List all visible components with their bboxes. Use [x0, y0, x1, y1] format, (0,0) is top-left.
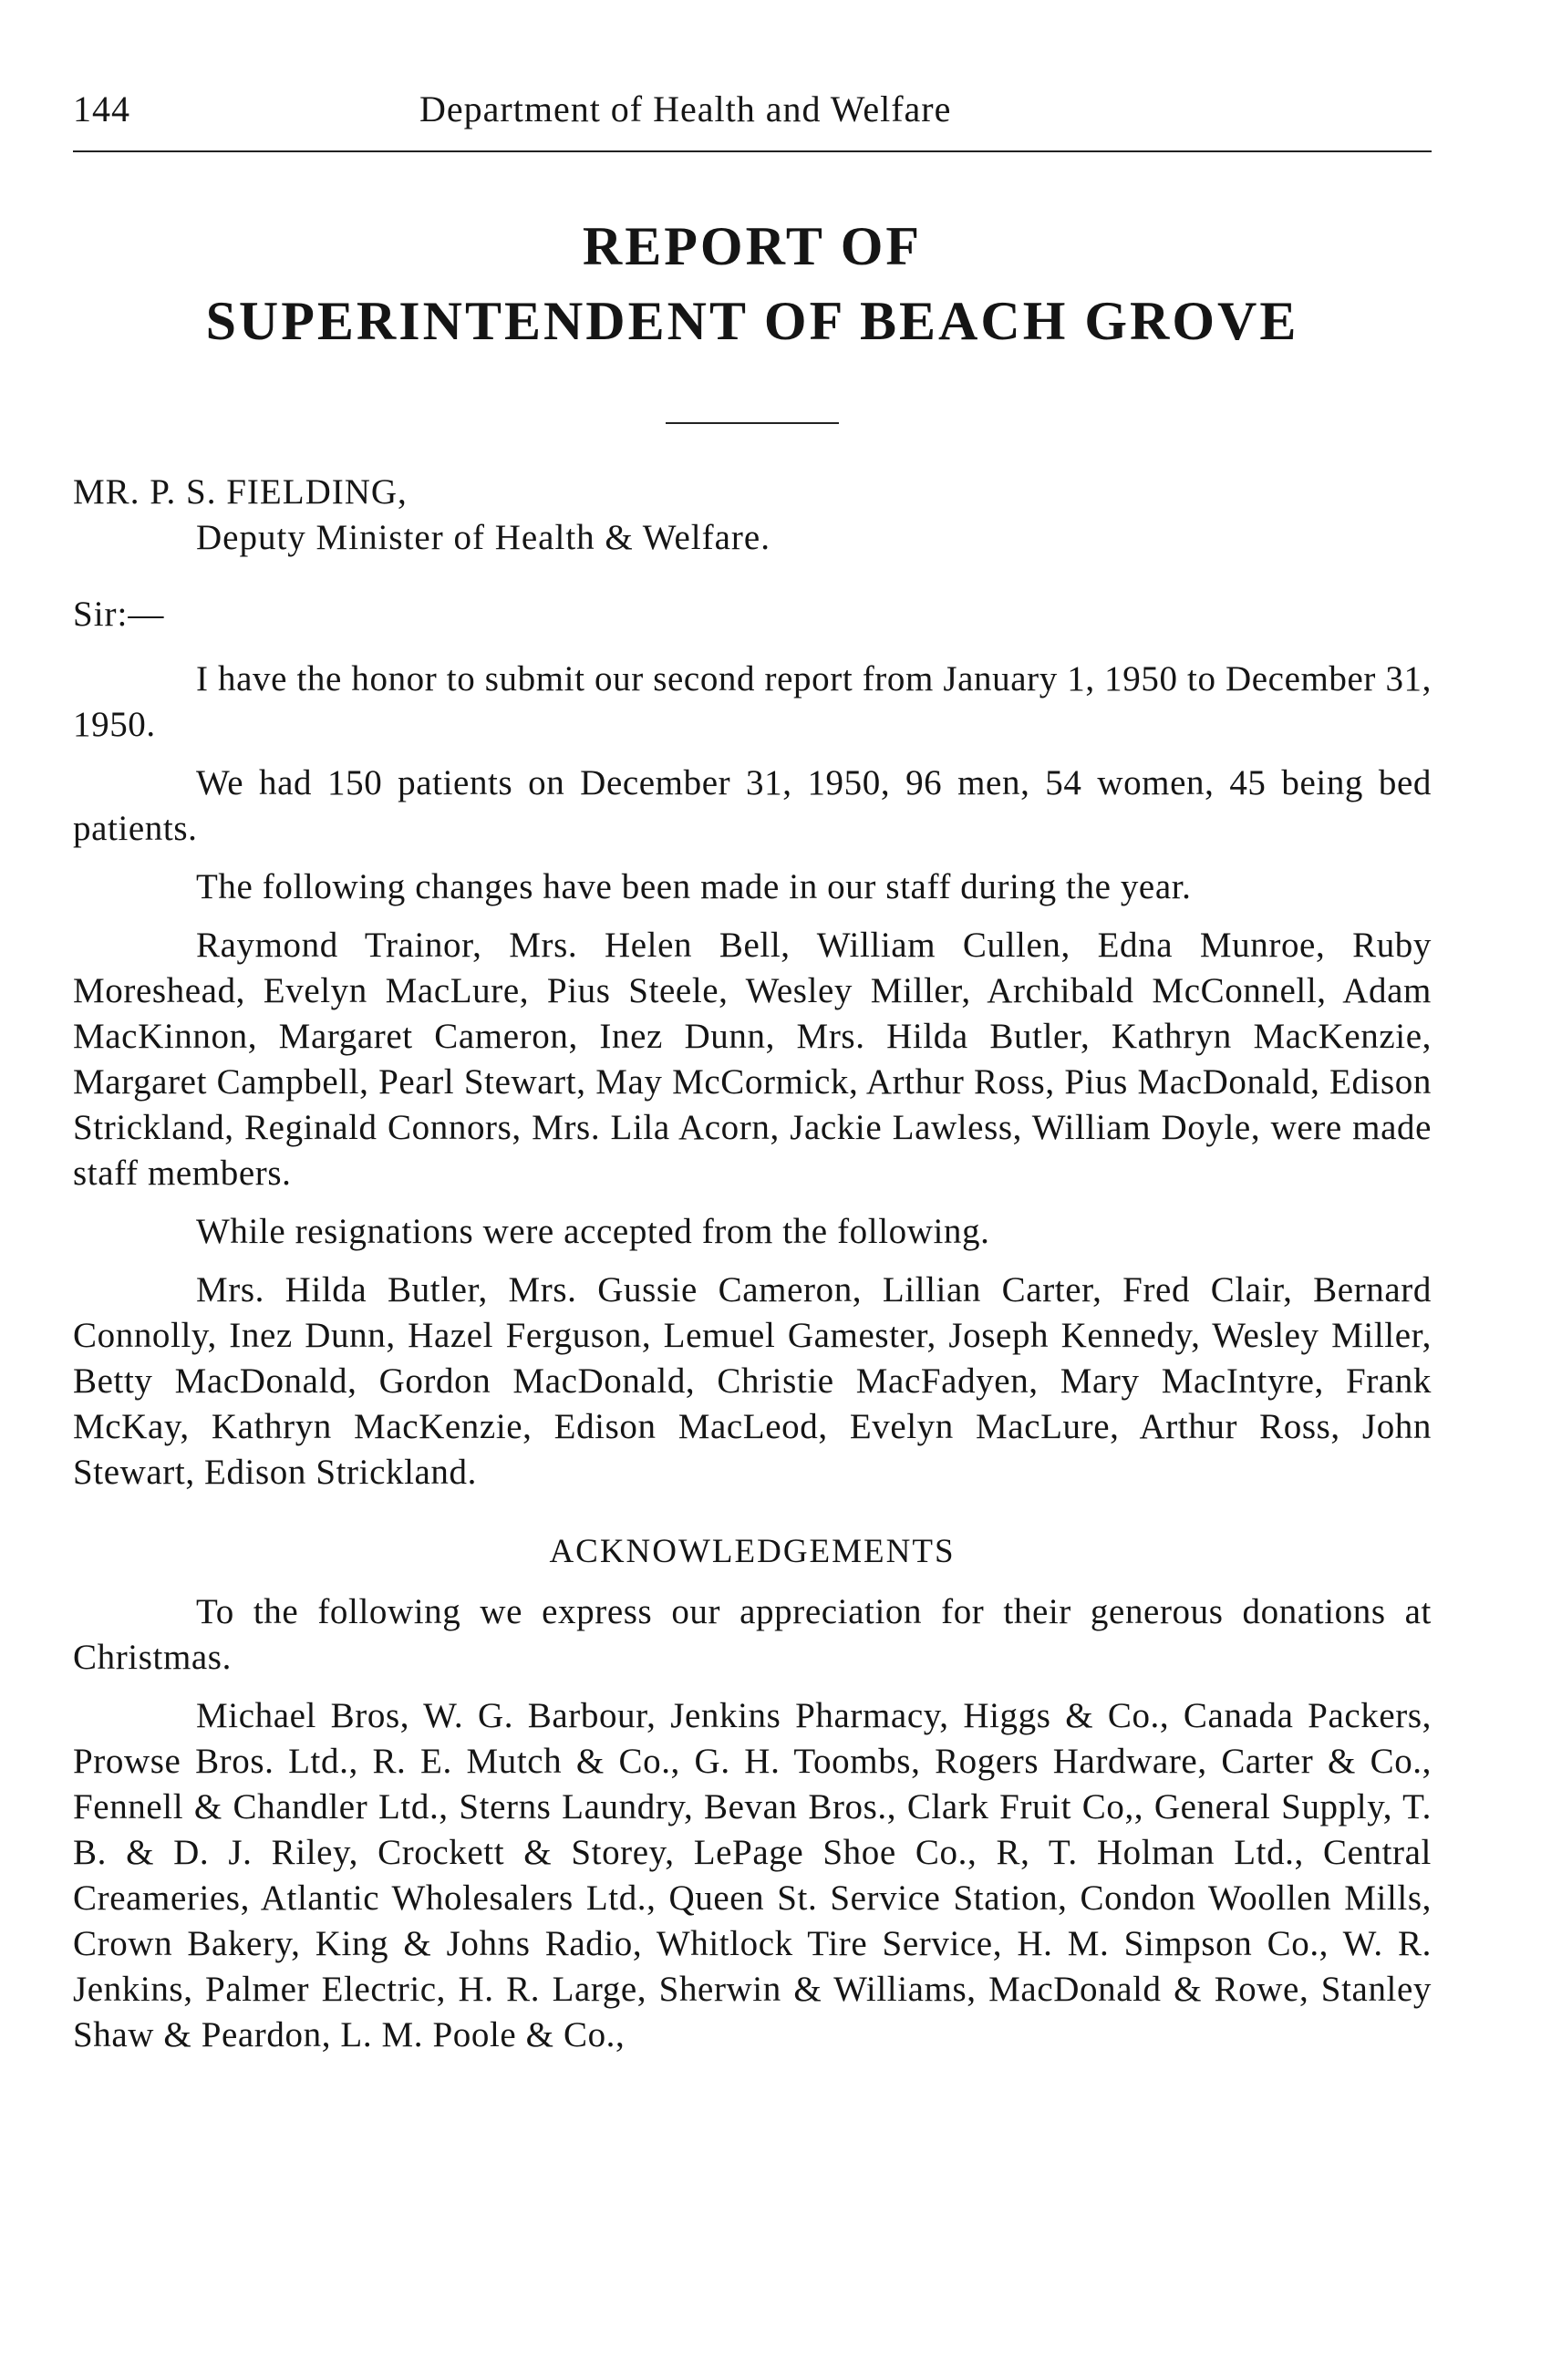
running-header	[73, 88, 1432, 152]
paragraph-patient-count: We had 150 patients on December 31, 1950, 96 men, 54 women, 45 being bed patients.	[73, 763, 1432, 848]
paragraph-report-period: I have the honor to submit our second report from January 1, 1950 to December 31, 1950.	[73, 659, 1432, 744]
running-title: Department of Health and Welfare	[419, 88, 952, 129]
addressee-name: MR. P. S. FIELDING,	[73, 472, 408, 512]
report-title	[73, 209, 1432, 358]
report-body	[73, 657, 1432, 1495]
paragraph-new-staff-list: Raymond Trainor, Mrs. Helen Bell, William Cullen, Edna Munroe, Ruby Moreshead, Evelyn MacLure, Pius Steele, Wesley Miller, Archibald McConnell, Adam MacKinnon, Margaret Cameron, Inez Dunn, Mrs. Hilda Butler, Kathryn MacKenzie, Margaret Campbell, Pearl Stewart, May McCormick, Arthur Ross, Pius MacDonald, Edison Strickland, Reginald Connors, Mrs. Lila Acorn, Jackie Lawless, William Doyle, were made staff members.	[73, 926, 1432, 1193]
acknowledgements-body	[73, 1589, 1432, 2058]
document-page	[73, 88, 1432, 2058]
salutation: Sir:—	[73, 595, 165, 634]
report-title-line-1: REPORT OF	[582, 216, 923, 276]
page-number: 144	[73, 88, 130, 129]
paragraph-resignations-intro: While resignations were accepted from the following.	[196, 1212, 990, 1251]
acknowledgements-heading: ACKNOWLEDGEMENTS	[549, 1533, 956, 1570]
report-title-line-2: SUPERINTENDENT OF BEACH GROVE	[205, 291, 1299, 351]
paragraph-acknowledgements-intro: To the following we express our appreciation for their generous donations at Christmas.	[73, 1592, 1432, 1677]
addressee-position: Deputy Minister of Health & Welfare.	[196, 518, 770, 557]
paragraph-resignations-list: Mrs. Hilda Butler, Mrs. Gussie Cameron, Lillian Carter, Fred Clair, Bernard Connolly, Inez Dunn, Hazel Ferguson, Lemuel Gamester, Joseph Kennedy, Wesley Miller, Betty MacDonald, Gordon MacDonald, Christie MacFadyen, Mary MacIntyre, Frank McKay, Kathryn MacKenzie, Edison MacLeod, Evelyn MacLure, Arthur Ross, John Stewart, Edison Strickland.	[73, 1270, 1432, 1492]
paragraph-donors-list: Michael Bros, W. G. Barbour, Jenkins Pharmacy, Higgs & Co., Canada Packers, Prowse Bros. Ltd., R. E. Mutch & Co., G. H. Toombs, Rogers Hardware, Carter & Co., Fennell & Chandler Ltd., Sterns Laundry, Bevan Bros., Clark Fruit Co,, General Supply, T. B. & D. J. Riley, Crockett & Storey, LePage Shoe Co., R, T. Holman Ltd., Central Creameries, Atlantic Wholesalers Ltd., Queen St. Service Station, Condon Woollen Mills, Crown Bakery, King & Johns Radio, Whitlock Tire Service, H. M. Simpson Co., W. R. Jenkins, Palmer Electric, H. R. Large, Sherwin & Williams, MacDonald & Rowe, Stanley Shaw & Peardon, L. M. Poole & Co.,	[73, 1696, 1432, 2054]
paragraph-staff-changes-intro: The following changes have been made in our staff during the year.	[196, 867, 1192, 906]
addressee-block	[73, 470, 1432, 561]
title-divider	[666, 422, 839, 424]
